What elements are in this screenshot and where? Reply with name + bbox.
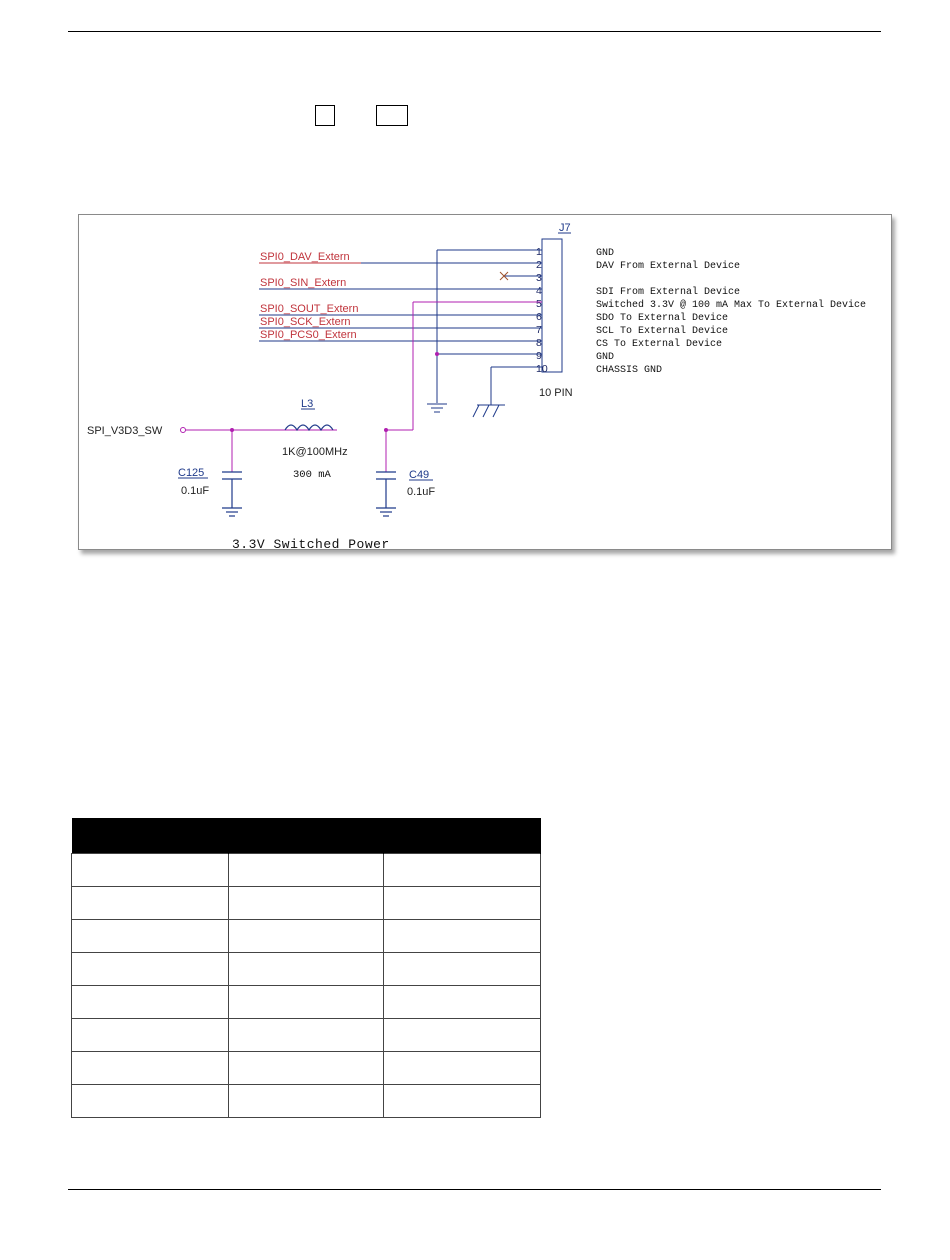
table-header-row (72, 818, 541, 854)
table-cell (229, 887, 384, 920)
table-cell (229, 953, 384, 986)
table-cell (384, 1019, 541, 1052)
checkbox-2[interactable] (376, 105, 408, 126)
table-cell (72, 854, 229, 887)
table-row (72, 887, 541, 920)
chassis-ground-symbol (473, 405, 505, 417)
table-cell (229, 1085, 384, 1118)
capacitor-c125-ref: C125 (178, 467, 205, 479)
table-cell (384, 953, 541, 986)
junction-dot (435, 352, 439, 356)
net-label-sin: SPI0_SIN_Extern (260, 277, 347, 289)
pin-8-num: 8 (536, 337, 542, 349)
connector-ref: J7 (559, 222, 571, 234)
pin-4-num: 4 (536, 285, 542, 297)
pin-7-desc: SCL To External Device (596, 326, 729, 337)
pin-6-desc: SDO To External Device (596, 313, 729, 324)
table-cell (72, 1019, 229, 1052)
table-header-cell (384, 818, 541, 854)
table-cell (72, 953, 229, 986)
power-port (181, 428, 186, 433)
pin-8-desc: CS To External Device (596, 339, 723, 350)
pin-7-num: 7 (536, 324, 542, 336)
net-label-sout: SPI0_SOUT_Extern (260, 303, 359, 315)
footer-rule (68, 1189, 881, 1190)
table-cell (229, 986, 384, 1019)
power-net-label: SPI_V3D3_SW (87, 425, 163, 437)
checkbox-1[interactable] (315, 105, 335, 126)
capacitor-c49-ref: C49 (409, 469, 430, 481)
junction-dot (384, 428, 388, 432)
schematic-drawing (79, 215, 891, 549)
table-header-cell (72, 818, 229, 854)
pin-1-num: 1 (536, 246, 542, 258)
pin-10-num: 10 (536, 363, 548, 375)
table-cell (229, 920, 384, 953)
table-cell (229, 854, 384, 887)
table-cell (384, 887, 541, 920)
junction-dot (230, 428, 234, 432)
net-label-pcs0: SPI0_PCS0_Extern (260, 329, 357, 341)
inductor-value: 1K@100MHz (282, 446, 348, 458)
pin-1-desc: GND (596, 248, 615, 259)
table-row (72, 1085, 541, 1118)
table-row (72, 854, 541, 887)
pin-descriptions (596, 248, 866, 376)
table-row (72, 920, 541, 953)
capacitor-c49-symbol (376, 472, 396, 516)
pin-6-num: 6 (536, 311, 542, 323)
pin-2-num: 2 (536, 259, 542, 271)
inductor-ref: L3 (301, 398, 314, 410)
inductor-symbol (285, 425, 333, 430)
pin-3-num: 3 (536, 272, 542, 284)
pin-10-desc: CHASSIS GND (596, 365, 663, 376)
pin-4-desc: SDI From External Device (596, 287, 741, 298)
ground-symbol (427, 404, 447, 412)
table-cell (384, 1085, 541, 1118)
net-label-sck: SPI0_SCK_Extern (260, 316, 351, 328)
table-cell (384, 854, 541, 887)
inductor-rating: 300 mA (293, 469, 331, 481)
data-table (71, 818, 541, 1118)
pin-9-num: 9 (536, 350, 542, 362)
table-cell (384, 1052, 541, 1085)
schematic-caption: 3.3V Switched Power (232, 537, 390, 549)
header-rule (68, 31, 881, 32)
table-cell (229, 1052, 384, 1085)
net-label-dav: SPI0_DAV_Extern (260, 251, 350, 263)
table-row (72, 986, 541, 1019)
pin-2-desc: DAV From External Device (596, 261, 741, 272)
capacitor-c125-symbol (222, 472, 242, 516)
table-cell (72, 887, 229, 920)
table-cell (384, 920, 541, 953)
table-cell (72, 920, 229, 953)
table-cell (229, 1019, 384, 1052)
table-cell (72, 1052, 229, 1085)
table-header-cell (229, 818, 384, 854)
table-row (72, 1019, 541, 1052)
table-row (72, 953, 541, 986)
table-cell (72, 1085, 229, 1118)
connector-type: 10 PIN (539, 387, 573, 399)
table-row (72, 1052, 541, 1085)
pin-9-desc: GND (596, 352, 615, 363)
table-cell (384, 986, 541, 1019)
pin-5-num: 5 (536, 298, 542, 310)
schematic-figure (78, 214, 892, 550)
connector-body (542, 239, 562, 372)
table-cell (72, 986, 229, 1019)
capacitor-c49-value: 0.1uF (407, 486, 436, 498)
pin-5-desc: Switched 3.3V @ 100 mA Max To External Device (596, 300, 867, 311)
capacitor-c125-value: 0.1uF (181, 485, 210, 497)
